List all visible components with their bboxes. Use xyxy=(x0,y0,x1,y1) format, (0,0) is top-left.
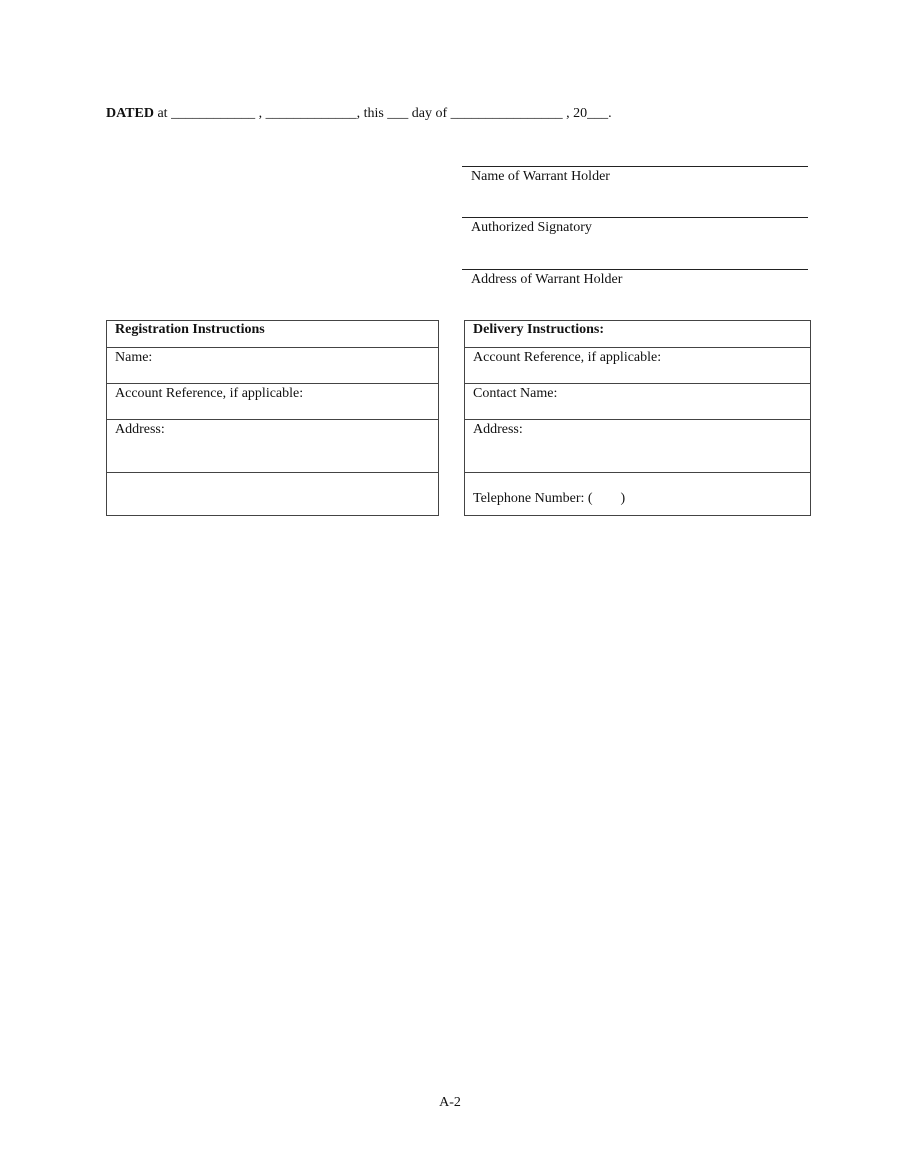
delivery-header: Delivery Instructions: xyxy=(465,321,811,348)
delivery-instructions-table xyxy=(464,320,811,516)
registration-instructions-table xyxy=(106,320,439,516)
dated-label: DATED xyxy=(106,106,154,121)
authorized-signatory-label: Authorized Signatory xyxy=(471,220,592,235)
registration-address-continued-field[interactable] xyxy=(107,473,439,516)
warrant-holder-address-label: Address of Warrant Holder xyxy=(471,272,623,287)
signature-line-name[interactable] xyxy=(462,166,808,186)
registration-name-field[interactable]: Name: xyxy=(107,348,439,384)
delivery-account-reference-field[interactable]: Account Reference, if applicable: xyxy=(465,348,811,384)
page-number: A-2 xyxy=(439,1095,461,1110)
registration-address-field[interactable]: Address: xyxy=(107,420,439,473)
warrant-holder-name-label: Name of Warrant Holder xyxy=(471,169,610,184)
delivery-address-field[interactable]: Address: xyxy=(465,420,811,473)
registration-header: Registration Instructions xyxy=(107,321,439,348)
delivery-contact-name-field[interactable]: Contact Name: xyxy=(465,384,811,420)
delivery-telephone-field[interactable]: Telephone Number: ( ) xyxy=(465,473,811,516)
dated-text: at ____________ , _____________, this ___ day of ________________ , 20___. xyxy=(153,106,612,121)
registration-account-reference-field[interactable]: Account Reference, if applicable: xyxy=(107,384,439,420)
signature-line-signatory[interactable] xyxy=(462,217,808,237)
dated-line xyxy=(106,105,612,123)
signature-line-address[interactable] xyxy=(462,269,808,289)
